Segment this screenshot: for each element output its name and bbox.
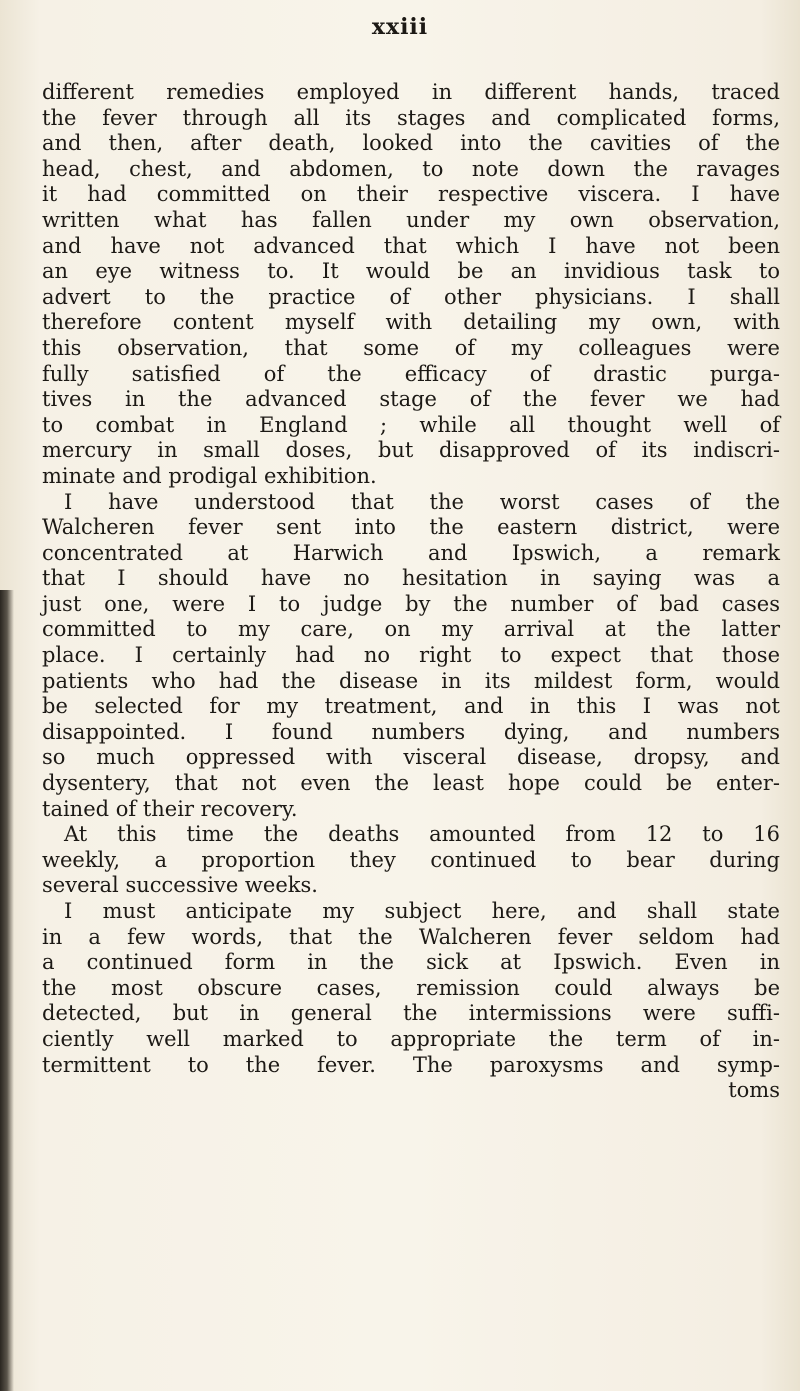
text-line: the most obscure cases, remission could always be <box>42 975 780 1000</box>
text-line: place. I certainly had no right to expect that those <box>42 643 780 668</box>
text-line: minate and prodigal exhibition. <box>42 463 377 488</box>
text-line: and have not advanced that which I have not been <box>42 233 780 258</box>
text-line: in a few words, that the Walcheren fever seldom had <box>42 924 780 949</box>
text-line: and then, after death, looked into the cavities of the <box>42 131 780 156</box>
text-line: advert to the practice of other physicians. I shall <box>42 284 780 309</box>
text-line: several successive weeks. <box>42 873 318 898</box>
text-line: termittent to the fever. The paroxysms and symp- <box>42 1052 780 1077</box>
text-line: toms <box>728 1078 780 1103</box>
text-line: At this time the deaths amounted from 12 to 16 <box>64 822 780 847</box>
text-line: the fever through all its stages and complicated forms, <box>42 105 780 130</box>
text-line: ciently well marked to appropriate the term of in- <box>42 1026 780 1051</box>
text-line: committed to my care, on my arrival at the latter <box>42 617 780 642</box>
text-line: mercury in small doses, but disapproved of its indiscri- <box>42 438 780 463</box>
text-line: patients who had the disease in its mildest form, would <box>42 668 780 693</box>
text-line: so much oppressed with visceral disease, dropsy, and <box>42 745 780 770</box>
text-line: concentrated at Harwich and Ipswich, a remark <box>42 540 780 565</box>
text-line: fully satisfied of the efficacy of drastic purga- <box>42 361 780 386</box>
text-line: disappointed. I found numbers dying, and numbers <box>42 719 780 744</box>
text-line: dysentery, that not even the least hope could be enter- <box>42 771 780 796</box>
text-line: an eye witness to. It would be an invidious task to <box>42 259 780 284</box>
text-line: to combat in England ; while all thought well of <box>42 412 780 437</box>
text-line: this observation, that some of my colleagues were <box>42 335 780 360</box>
text-line: I have understood that the worst cases of the <box>64 489 780 514</box>
binding-gutter-shadow <box>0 590 14 1391</box>
text-line: detected, but in general the intermissions were suffi- <box>42 1001 780 1026</box>
text-line: different remedies employed in different hands, traced <box>42 80 780 104</box>
text-line: weekly, a proportion they continued to bear during <box>42 847 780 872</box>
text-line: I must anticipate my subject here, and shall state <box>64 899 780 923</box>
text-line: that I should have no hesitation in saying was a <box>42 566 780 591</box>
text-line: tives in the advanced stage of the fever we had <box>42 387 780 412</box>
text-line: tained of their recovery. <box>42 796 298 821</box>
text-line: it had committed on their respective viscera. I have <box>42 182 780 207</box>
body-text <box>42 80 780 1104</box>
text-line: be selected for my treatment, and in this I was not <box>42 694 780 719</box>
text-line: Walcheren fever sent into the eastern district, were <box>42 515 780 540</box>
text-line: written what has fallen under my own observation, <box>42 207 780 232</box>
text-line: just one, were I to judge by the number of bad cases <box>42 591 780 616</box>
text-line: therefore content myself with detailing my own, with <box>42 310 780 335</box>
text-line: head, chest, and abdomen, to note down the ravages <box>42 156 780 181</box>
text-line: a continued form in the sick at Ipswich. Even in <box>42 950 780 975</box>
page-number: xxiii <box>371 14 429 40</box>
